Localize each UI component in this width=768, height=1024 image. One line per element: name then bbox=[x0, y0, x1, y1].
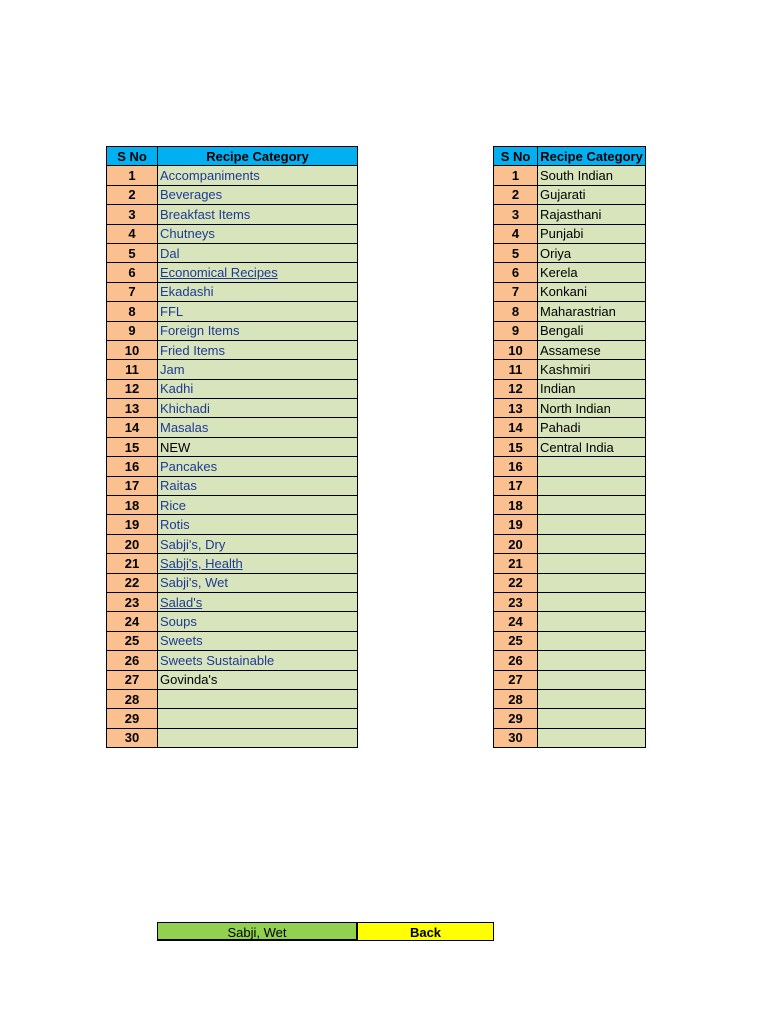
recipe-category-table-left bbox=[106, 146, 358, 748]
category-cell: Rajasthani bbox=[538, 205, 646, 224]
table-row bbox=[107, 515, 358, 534]
sno-cell: 12 bbox=[494, 379, 538, 398]
category-link[interactable]: Rotis bbox=[158, 515, 358, 534]
table-row bbox=[494, 282, 646, 301]
sno-cell: 27 bbox=[107, 670, 158, 689]
sno-cell: 3 bbox=[494, 205, 538, 224]
sno-cell: 11 bbox=[494, 360, 538, 379]
sno-cell: 10 bbox=[107, 340, 158, 359]
table-row bbox=[107, 457, 358, 476]
sno-cell: 17 bbox=[107, 476, 158, 495]
sno-cell: 11 bbox=[107, 360, 158, 379]
category-cell: Pahadi bbox=[538, 418, 646, 437]
category-link[interactable]: Dal bbox=[158, 243, 358, 262]
category-cell bbox=[538, 728, 646, 747]
category-cell bbox=[538, 457, 646, 476]
table-row bbox=[107, 321, 358, 340]
table-row bbox=[494, 321, 646, 340]
sno-cell: 30 bbox=[107, 728, 158, 747]
category-link[interactable]: Fried Items bbox=[158, 340, 358, 359]
table-row bbox=[494, 728, 646, 747]
sno-cell: 7 bbox=[494, 282, 538, 301]
category-cell bbox=[538, 592, 646, 611]
sno-cell: 13 bbox=[494, 399, 538, 418]
sno-cell: 15 bbox=[494, 437, 538, 456]
sno-cell: 22 bbox=[107, 573, 158, 592]
table-row bbox=[494, 224, 646, 243]
table-row bbox=[107, 709, 358, 728]
category-cell bbox=[538, 496, 646, 515]
category-cell bbox=[158, 689, 358, 708]
table-row bbox=[107, 437, 358, 456]
table-row bbox=[107, 360, 358, 379]
category-cell: Central India bbox=[538, 437, 646, 456]
category-link[interactable]: Kadhi bbox=[158, 379, 358, 398]
table-row bbox=[107, 534, 358, 553]
sno-cell: 19 bbox=[494, 515, 538, 534]
table-row bbox=[494, 399, 646, 418]
category-link[interactable]: Chutneys bbox=[158, 224, 358, 243]
table-row bbox=[494, 496, 646, 515]
category-cell: Assamese bbox=[538, 340, 646, 359]
category-cell: NEW bbox=[158, 437, 358, 456]
category-cell: Bengali bbox=[538, 321, 646, 340]
sno-cell: 27 bbox=[494, 670, 538, 689]
category-cell bbox=[538, 612, 646, 631]
sno-cell: 4 bbox=[107, 224, 158, 243]
table-row bbox=[107, 670, 358, 689]
category-link[interactable]: Accompaniments bbox=[158, 166, 358, 185]
table-row bbox=[494, 631, 646, 650]
sno-cell: 26 bbox=[494, 651, 538, 670]
sno-cell: 5 bbox=[494, 243, 538, 262]
table-row bbox=[107, 205, 358, 224]
table-row bbox=[107, 340, 358, 359]
sno-cell: 4 bbox=[494, 224, 538, 243]
category-link[interactable]: Soups bbox=[158, 612, 358, 631]
table-row bbox=[107, 282, 358, 301]
sno-cell: 1 bbox=[494, 166, 538, 185]
sno-cell: 20 bbox=[107, 534, 158, 553]
sno-cell: 28 bbox=[494, 689, 538, 708]
sno-cell: 3 bbox=[107, 205, 158, 224]
category-link[interactable]: Economical Recipes bbox=[158, 263, 358, 282]
sno-cell: 2 bbox=[107, 185, 158, 204]
table-row bbox=[494, 205, 646, 224]
table-row bbox=[494, 263, 646, 282]
table-row bbox=[107, 592, 358, 611]
table-row bbox=[107, 379, 358, 398]
category-link[interactable]: Beverages bbox=[158, 185, 358, 204]
table-row bbox=[494, 515, 646, 534]
table-row bbox=[494, 651, 646, 670]
table-row bbox=[107, 263, 358, 282]
table-row bbox=[494, 379, 646, 398]
sno-cell: 7 bbox=[107, 282, 158, 301]
category-link[interactable]: Ekadashi bbox=[158, 282, 358, 301]
table-row bbox=[107, 243, 358, 262]
sno-cell: 21 bbox=[107, 554, 158, 573]
table-row bbox=[107, 631, 358, 650]
table-row bbox=[494, 592, 646, 611]
sno-cell: 1 bbox=[107, 166, 158, 185]
table-row bbox=[494, 670, 646, 689]
category-cell bbox=[538, 709, 646, 728]
table-row bbox=[107, 496, 358, 515]
table-row bbox=[107, 399, 358, 418]
category-cell bbox=[538, 573, 646, 592]
table-row bbox=[107, 612, 358, 631]
header-row bbox=[494, 147, 646, 166]
table-row bbox=[107, 554, 358, 573]
sno-cell: 10 bbox=[494, 340, 538, 359]
recipe-category-table-right bbox=[493, 146, 646, 748]
category-link[interactable]: Pancakes bbox=[158, 457, 358, 476]
category-cell: Indian bbox=[538, 379, 646, 398]
sno-cell: 13 bbox=[107, 399, 158, 418]
category-cell bbox=[158, 728, 358, 747]
category-cell: Maharastrian bbox=[538, 302, 646, 321]
sno-cell: 16 bbox=[107, 457, 158, 476]
table-row bbox=[494, 612, 646, 631]
table-row bbox=[494, 418, 646, 437]
sno-cell: 26 bbox=[107, 651, 158, 670]
sno-cell: 24 bbox=[494, 612, 538, 631]
sno-cell: 24 bbox=[107, 612, 158, 631]
category-cell bbox=[538, 515, 646, 534]
table-row bbox=[494, 302, 646, 321]
category-cell bbox=[538, 554, 646, 573]
table-row bbox=[107, 166, 358, 185]
category-cell: Kerela bbox=[538, 263, 646, 282]
sno-cell: 9 bbox=[494, 321, 538, 340]
table-row bbox=[107, 728, 358, 747]
category-link[interactable]: Rice bbox=[158, 496, 358, 515]
table-row bbox=[107, 418, 358, 437]
category-cell: Punjabi bbox=[538, 224, 646, 243]
category-cell: Govinda's bbox=[158, 670, 358, 689]
category-cell bbox=[158, 709, 358, 728]
category-link[interactable]: Sabji's, Wet bbox=[158, 573, 358, 592]
category-cell: Gujarati bbox=[538, 185, 646, 204]
sno-cell: 19 bbox=[107, 515, 158, 534]
table-row bbox=[107, 302, 358, 321]
sno-cell: 6 bbox=[494, 263, 538, 282]
table-row bbox=[494, 185, 646, 204]
sno-cell: 23 bbox=[107, 592, 158, 611]
sno-cell: 29 bbox=[494, 709, 538, 728]
right-table-body bbox=[494, 166, 646, 748]
category-link[interactable]: Foreign Items bbox=[158, 321, 358, 340]
table-row bbox=[494, 709, 646, 728]
category-cell bbox=[538, 476, 646, 495]
category-cell bbox=[538, 651, 646, 670]
table-row bbox=[494, 554, 646, 573]
sno-cell: 5 bbox=[107, 243, 158, 262]
table-row bbox=[494, 166, 646, 185]
sno-cell: 9 bbox=[107, 321, 158, 340]
table-row bbox=[107, 689, 358, 708]
category-cell bbox=[538, 631, 646, 650]
sno-cell: 8 bbox=[494, 302, 538, 321]
sno-cell: 22 bbox=[494, 573, 538, 592]
category-link[interactable]: FFL bbox=[158, 302, 358, 321]
category-link[interactable]: Salad's bbox=[158, 592, 358, 611]
category-cell bbox=[538, 534, 646, 553]
sno-cell: 17 bbox=[494, 476, 538, 495]
sno-cell: 18 bbox=[107, 496, 158, 515]
header-row bbox=[107, 147, 358, 166]
category-link[interactable]: Sabji's, Dry bbox=[158, 534, 358, 553]
category-cell bbox=[538, 670, 646, 689]
sno-cell: 18 bbox=[494, 496, 538, 515]
sno-cell: 14 bbox=[494, 418, 538, 437]
sno-cell: 29 bbox=[107, 709, 158, 728]
table-row bbox=[107, 651, 358, 670]
table-row bbox=[107, 224, 358, 243]
table-row bbox=[107, 185, 358, 204]
category-cell: Oriya bbox=[538, 243, 646, 262]
category-link[interactable]: Sweets Sustainable bbox=[158, 651, 358, 670]
table-row bbox=[494, 689, 646, 708]
sno-cell: 21 bbox=[494, 554, 538, 573]
sno-cell: 28 bbox=[107, 689, 158, 708]
table-row bbox=[494, 534, 646, 553]
table-row bbox=[494, 476, 646, 495]
table-row bbox=[494, 573, 646, 592]
recipe-category-header: Recipe Category bbox=[538, 147, 646, 166]
table-row bbox=[494, 360, 646, 379]
category-link[interactable]: Sabji's, Health bbox=[158, 554, 358, 573]
sno-cell: 23 bbox=[494, 592, 538, 611]
sno-cell: 25 bbox=[107, 631, 158, 650]
category-link[interactable]: Sweets bbox=[158, 631, 358, 650]
sno-cell: 25 bbox=[494, 631, 538, 650]
recipe-category-header: Recipe Category bbox=[158, 147, 358, 166]
table-row bbox=[107, 476, 358, 495]
sno-cell: 2 bbox=[494, 185, 538, 204]
left-table-body bbox=[107, 166, 358, 748]
sno-cell: 15 bbox=[107, 437, 158, 456]
table-row bbox=[494, 340, 646, 359]
category-cell: Konkani bbox=[538, 282, 646, 301]
sno-cell: 8 bbox=[107, 302, 158, 321]
sabji-wet-button[interactable]: Sabji, Wet bbox=[157, 922, 357, 941]
category-link[interactable]: Breakfast Items bbox=[158, 205, 358, 224]
table-row bbox=[494, 457, 646, 476]
category-cell bbox=[538, 689, 646, 708]
sno-header: S No bbox=[494, 147, 538, 166]
sno-cell: 16 bbox=[494, 457, 538, 476]
category-link[interactable]: Jam bbox=[158, 360, 358, 379]
sno-cell: 14 bbox=[107, 418, 158, 437]
sno-cell: 30 bbox=[494, 728, 538, 747]
sno-cell: 6 bbox=[107, 263, 158, 282]
table-row bbox=[107, 573, 358, 592]
category-link[interactable]: Raitas bbox=[158, 476, 358, 495]
category-cell: South Indian bbox=[538, 166, 646, 185]
sno-header: S No bbox=[107, 147, 158, 166]
sno-cell: 12 bbox=[107, 379, 158, 398]
category-link[interactable]: Masalas bbox=[158, 418, 358, 437]
table-row bbox=[494, 437, 646, 456]
back-button[interactable]: Back bbox=[357, 922, 494, 941]
category-cell: North Indian bbox=[538, 399, 646, 418]
sno-cell: 20 bbox=[494, 534, 538, 553]
category-cell: Kashmiri bbox=[538, 360, 646, 379]
table-row bbox=[494, 243, 646, 262]
category-link[interactable]: Khichadi bbox=[158, 399, 358, 418]
